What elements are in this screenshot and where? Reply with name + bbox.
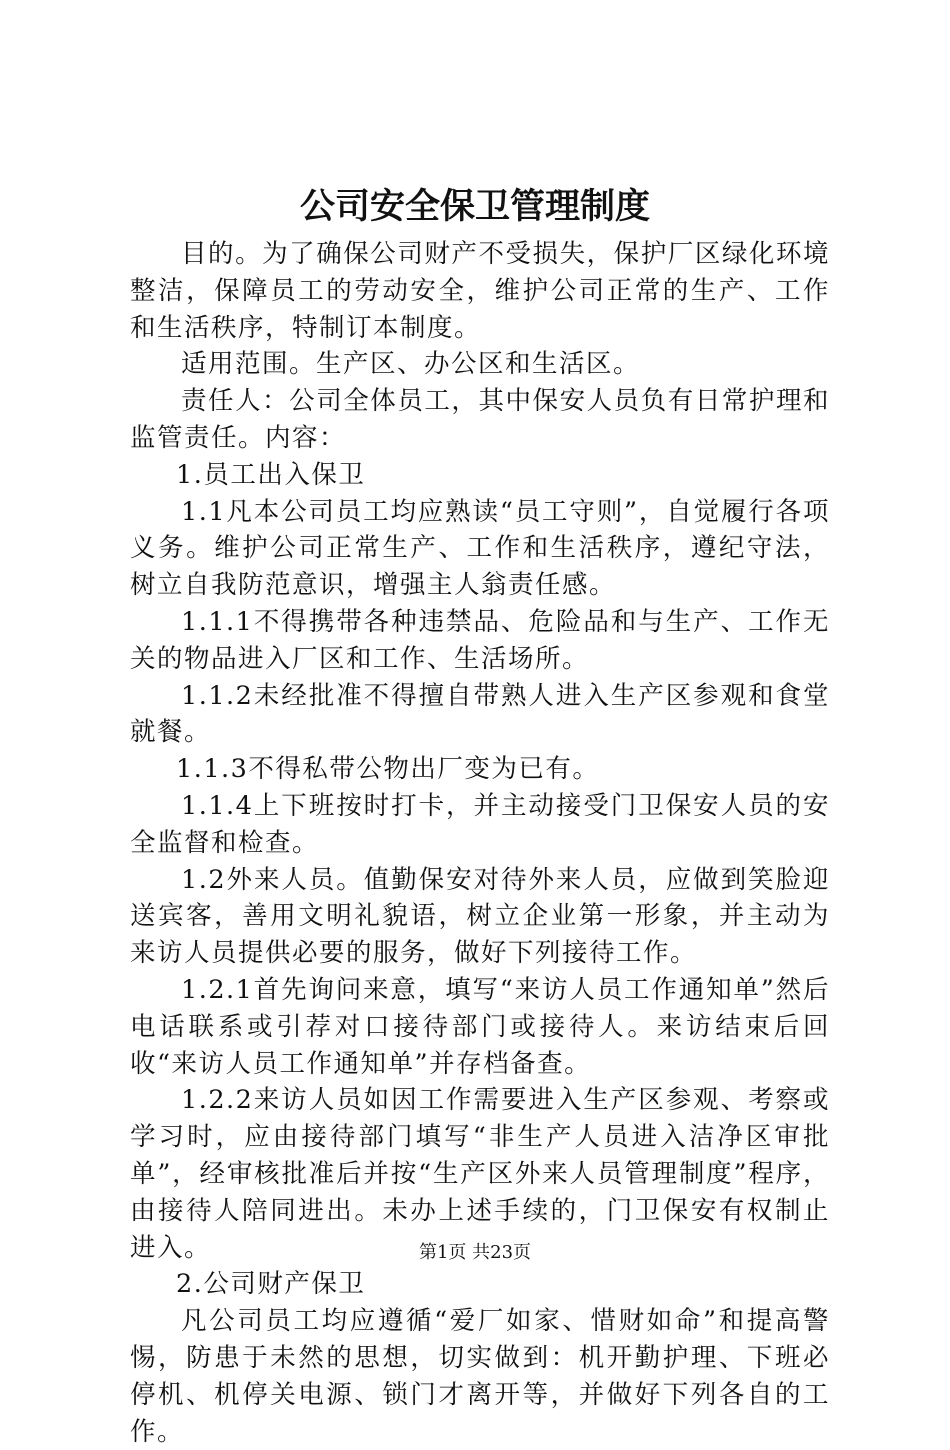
section-heading-2: 2.公司财产保卫	[176, 1269, 366, 1300]
paragraph-1-1-2: 1.1.2未经批准不得擅自带熟人进入生产区参观和食堂就餐。	[130, 680, 830, 748]
page-footer: 第1页 共23页	[418, 1242, 532, 1263]
paragraph-1-2: 1.2外来人员。值勤保安对待外来人员，应做到笑脸迎送宾客，善用文明礼貌语，树立企业第一形象，并主动为来访人员提供必要的服务，做好下列接待工作。	[130, 864, 830, 969]
section-heading-1: 1.员工出入保卫	[176, 459, 366, 490]
paragraph-1-2-1: 1.2.1首先询问来意，填写“来访人员工作通知单”然后电话联系或引荐对口接待部门或接待人。来访结束后回收“来访人员工作通知单”并存档备查。	[130, 974, 830, 1079]
paragraph-2-body: 凡公司员工均应遵循“爱厂如家、惜财如命”和提高警惕，防患于未然的思想，切实做到：机开勤护理、下班必停机、机停关电源、锁门才离开等，并做好下列各自的工作。	[130, 1306, 830, 1447]
paragraph-1-1-4: 1.1.4上下班按时打卡，并主动接受门卫保安人员的安全监督和检查。	[130, 790, 830, 858]
paragraph-1-2-2: 1.2.2来访人员如因工作需要进入生产区参观、考察或学习时，应由接待部门填写“非生产人员进入洁净区审批单”，经审核批准后并按“生产区外来人员管理制度”程序，由接待人陪同进出。未办上述手续的，门卫保安有权制止进入。	[130, 1085, 830, 1263]
paragraph-1-1-1: 1.1.1不得携带各种违禁品、危险品和与生产、工作无关的物品进入厂区和工作、生活场所。	[130, 606, 830, 674]
paragraph-1-1: 1.1凡本公司员工均应熟读“员工守则”，自觉履行各项义务。维护公司正常生产、工作和生活秩序，遵纪守法，树立自我防范意识，增强主人翁责任感。	[130, 496, 830, 601]
paragraph-purpose: 目的。为了确保公司财产不受损失，保护厂区绿化环境整洁，保障员工的劳动安全，维护公司正常的生产、工作和生活秩序，特制订本制度。	[130, 239, 830, 343]
document-title: 公司安全保卫管理制度	[299, 186, 650, 227]
paragraph-responsibility: 责任人：公司全体员工，其中保安人员负有日常护理和监管责任。内容：	[130, 386, 830, 453]
paragraph-1-1-3: 1.1.3不得私带公物出厂变为已有。	[176, 754, 600, 785]
document-body	[130, 236, 830, 1450]
paragraph-scope: 适用范围。生产区、办公区和生活区。	[181, 349, 641, 380]
